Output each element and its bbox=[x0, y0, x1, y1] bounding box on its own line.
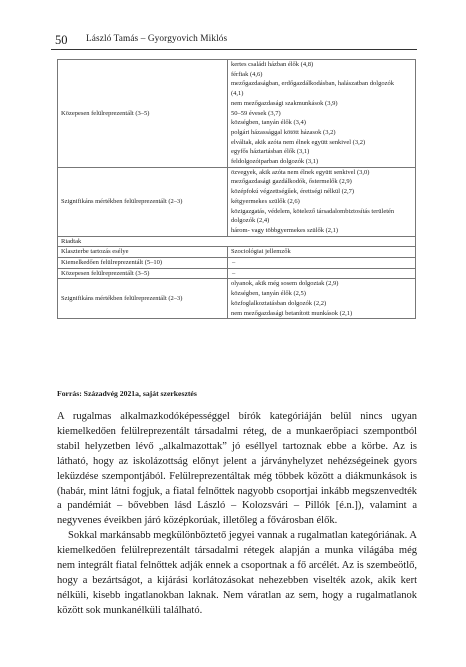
table-row bbox=[58, 60, 416, 168]
list-item: férfiak (4,6) bbox=[231, 70, 263, 78]
probability-label: Szignifikáns mértékben felülreprezentált (2–3) bbox=[58, 279, 228, 319]
section-label: Riadtak bbox=[58, 236, 416, 247]
list-item: olyanok, akik még sosem dolgoztak (2,9) bbox=[231, 280, 339, 288]
list-item: mezőgazdasági gazdálkodók, őstermelők (2,9) bbox=[231, 178, 352, 186]
list-item: feldolgozóiparban dolgozók (3,1) bbox=[231, 158, 319, 166]
probability-label: Közepesen felülreprezentált (3–5) bbox=[58, 268, 228, 279]
characteristics-cell bbox=[228, 60, 416, 168]
table-row bbox=[58, 236, 416, 247]
characteristics-cell bbox=[228, 268, 416, 279]
characteristics-cell bbox=[228, 258, 416, 269]
paragraph: Sokkal markánsabb megkülönböztető jegyei vannak a rugalmatlan kategóriának. A kiemelkedően felülreprezentált társadalmi rétegek alapján a munka világába még nem integrált fiatal felnőttek adják ennek a csoportnak a fő arcélét. Az is szembeötlő, hogy a bezártságot, a kijárási korlátozásokat nehezebben viselték azok, akik kert nélküli, kisebb ingatlanokban laknak. Nem váratlan az sem, hogy a rugalmatlanok között sok munkanélküli található. bbox=[57, 530, 417, 616]
probability-label: Kiemelkedően felülreprezentált (5–10) bbox=[58, 258, 228, 269]
running-title: László Tamás – Gyorgyovich Miklós bbox=[86, 34, 228, 44]
table-row bbox=[58, 167, 416, 236]
characteristics-cell bbox=[228, 279, 416, 319]
list-item: közfoglalkoztatásban dolgozók (2,2) bbox=[231, 299, 327, 307]
list-item: 50–59 évesek (3,7) bbox=[231, 109, 281, 117]
list-item: egyfős háztartásban élők (3,1) bbox=[231, 148, 310, 156]
list-item: mezőgazdaságban, erdőgazdálkodásban, halászatban dolgozók bbox=[231, 80, 394, 88]
list-item: kertes családi házban élők (4,8) bbox=[231, 61, 314, 68]
page-number: 50 bbox=[55, 33, 68, 47]
probability-label: Közepesen felülreprezentált (3–5) bbox=[58, 60, 228, 168]
page-header bbox=[51, 33, 417, 50]
list-item: nem mezőgazdasági szakmunkások (3,9) bbox=[231, 99, 338, 107]
probability-label: Szignifikáns mértékben felülreprezentált (2–3) bbox=[58, 167, 228, 236]
list-item: három- vagy többgyermekes szülők (2,1) bbox=[231, 226, 339, 234]
list-item: községben, tanyán élők (3,4) bbox=[231, 119, 306, 127]
list-item: középfokú végzettségűek, érettségi nélkül (2,7) bbox=[231, 188, 355, 196]
empty-dash: – bbox=[232, 259, 236, 267]
list-item: községben, tanyán élők (2,5) bbox=[231, 290, 306, 298]
table-source-note: Forrás: Századvég 2021a, saját szerkesztés bbox=[57, 389, 197, 398]
characteristics-cell bbox=[228, 167, 416, 236]
table-row bbox=[58, 268, 416, 279]
cluster-table bbox=[57, 59, 416, 319]
list-item: dolgozók (2,4) bbox=[231, 217, 270, 225]
column-header: Szociológiai jellemzők bbox=[228, 247, 416, 258]
empty-dash: – bbox=[232, 269, 236, 277]
column-header: Klaszterbe tartozás esélye bbox=[58, 247, 228, 258]
list-item: közigazgatás, védelem, kötelező társadalombiztosítás területén bbox=[231, 207, 395, 215]
list-item: nem mezőgazdasági betanított munkások (2,1) bbox=[231, 309, 353, 317]
list-item: polgári házassággal kötött házasok (3,2) bbox=[231, 128, 336, 136]
table-row bbox=[58, 258, 416, 269]
table-header-row bbox=[58, 247, 416, 258]
list-item: kétgyermekes szülők (2,6) bbox=[231, 197, 300, 205]
paragraph: A rugalmas alkalmazkodóképességgel bírók kategóriáján belül nincs ugyan kiemelkedően felülreprezentált társadalmi réteg, de a munkaerőpiaci szempontból stabil helyzetben lévő „alkalmazottak” jó eséllyel tartoznak ebbe a körbe. Az is látható, hogy az iskolázottság előnyt jelent a járványhelyzet nehézségeinek gyors leküzdése szempontjából. Felülreprezentáltak még többek között a diákmunkások is (habár, mint látni fogjuk, a fiatal felnőttek nagyobb csoportjai inkább megszenvedték a pandémiát – bővebben lásd László – Kolozsvári – Pillók [é.n.]), valamint a negyvenes éveikben járó középkorúak, illetőleg a fővárosban élők. bbox=[57, 411, 417, 527]
list-item: özvegyek, akik azóta nem élnek együtt senkivel (3,0) bbox=[231, 168, 370, 176]
body-text bbox=[57, 410, 417, 619]
table-row bbox=[58, 279, 416, 319]
list-item: (4,1) bbox=[231, 90, 244, 98]
list-item: elváltak, akik azóta nem élnek együtt senkivel (3,2) bbox=[231, 138, 366, 146]
